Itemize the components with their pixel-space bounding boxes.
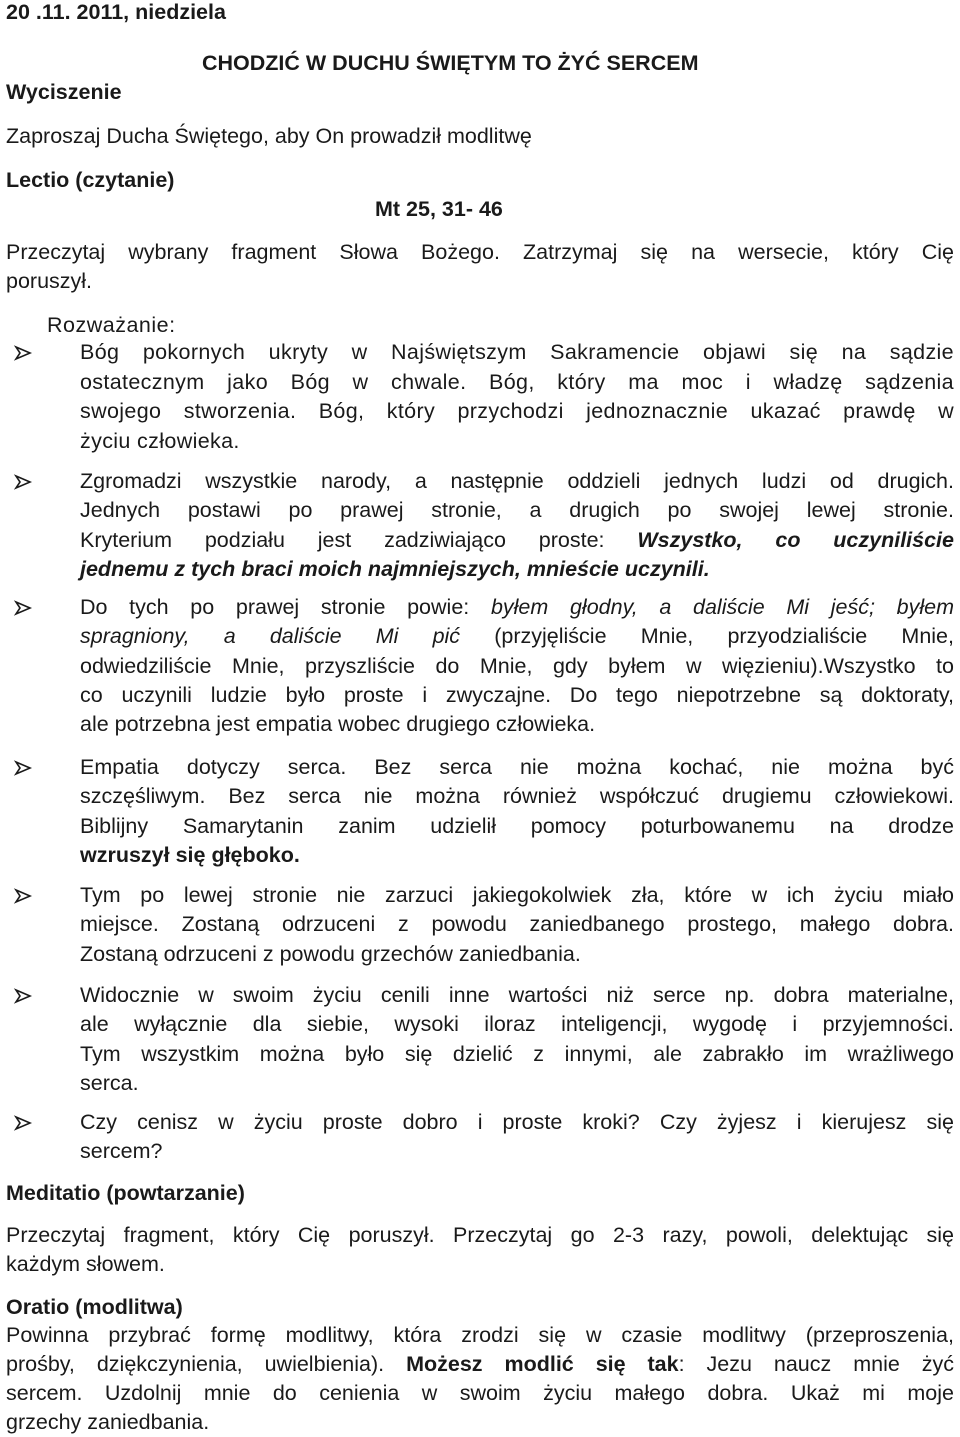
oratio-line-3: sercem. Uzdolnij mnie do cenienia w swoim życiu małego dobra. Ukaż mi moje xyxy=(6,1381,954,1405)
section-heading-wyciszenie: Wyciszenie xyxy=(6,80,122,104)
oratio-emphasis: Możesz modlić się tak xyxy=(406,1352,679,1376)
bullet-3-line xyxy=(80,593,954,622)
oratio-text: prośby, dziękczynienia, uwielbienia). xyxy=(6,1352,407,1376)
arrowhead-bullet-icon xyxy=(12,467,34,497)
bullet-5-line: Tym po lewej stronie nie zarzuci jakiegokolwiek zła, które w ich życiu miało xyxy=(80,883,954,907)
bullet-7-line: sercem? xyxy=(80,1139,163,1164)
bullet-7-line: Czy cenisz w życiu proste dobro i proste kroki? Czy żyjesz i kierujesz się xyxy=(80,1110,954,1134)
bullet-2-line xyxy=(80,526,954,555)
meditatio-line-2: każdym słowem. xyxy=(6,1252,165,1276)
section-heading-lectio: Lectio (czytanie) xyxy=(6,168,175,192)
bullet-2-emphasis: Wszystko, co uczyniliście xyxy=(637,527,954,552)
arrowhead-bullet-icon xyxy=(12,881,34,911)
bullet-4-line: Empatia dotyczy serca. Bez serca nie można kochać, nie można być xyxy=(80,755,954,779)
bullet-2-text: Kryterium podziału jest zadziwiająco proste: xyxy=(80,527,638,552)
bullet-6-line: serca. xyxy=(80,1070,139,1095)
bullet-5-line: miejsce. Zostaną odrzuceni z powodu zaniedbanego prostego, małego dobra. xyxy=(80,912,954,937)
bullet-3-text: (przyjęliście Mnie, przyodzialiście Mnie, xyxy=(460,624,954,649)
bullet-5-line: Zostaną odrzuceni z powodu grzechów zaniedbania. xyxy=(80,941,581,966)
oratio-text: : Jezu naucz mnie żyć xyxy=(678,1352,954,1376)
lectio-instruction-line-2: poruszył. xyxy=(6,269,93,293)
arrowhead-bullet-icon xyxy=(12,338,34,368)
section-heading-oratio: Oratio (modlitwa) xyxy=(6,1295,183,1319)
date-line: 20 .11. 2011, niedziela xyxy=(6,0,226,24)
bullet-2-line: Zgromadzi wszystkie narody, a następnie oddzieli jednych ludzi od drugich. xyxy=(80,469,954,493)
page-title: CHODZIĆ W DUCHU ŚWIĘTYM TO ŻYĆ SERCEM xyxy=(202,51,699,75)
bullet-4-line: szczęśliwym. Bez serca nie można również współczuć drugiemu człowiekowi. xyxy=(80,784,954,809)
bullet-4-line: Biblijny Samarytanin zanim udzielił pomocy poturbowanemu na drodze xyxy=(80,813,954,838)
bullet-3-line xyxy=(80,622,954,651)
meditatio-line-1: Przeczytaj fragment, który Cię poruszył. Przeczytaj go 2-3 razy, powoli, delektując się xyxy=(6,1223,954,1247)
scripture-reference: Mt 25, 31- 46 xyxy=(375,197,503,221)
arrowhead-bullet-icon xyxy=(12,593,34,623)
bullet-6-line: Widocznie w swoim życiu cenili inne wartości niż serce np. dobra materialne, xyxy=(80,983,954,1007)
bullet-1-line: życiu człowieka. xyxy=(80,428,240,453)
arrowhead-bullet-icon xyxy=(12,1108,34,1138)
oratio-line-1: Powinna przybrać formę modlitwy, która zrodzi się w czasie modlitwy (przeproszenia, xyxy=(6,1323,954,1347)
bullet-1-line: Bóg pokornych ukryty w Najświętszym Sakramencie objawi się na sądzie xyxy=(80,340,954,364)
bullet-1-line: swojego stworzenia. Bóg, który przychodzi jednoznacznie ukazać prawdę w xyxy=(80,399,954,423)
bullet-3-line: co uczynili ludzie było proste i zwyczajne. Do tego niepotrzebne są doktoraty, xyxy=(80,682,954,707)
invitation-line: Zaproszaj Ducha Świętego, aby On prowadził modlitwę xyxy=(6,124,532,148)
section-heading-meditatio: Meditatio (powtarzanie) xyxy=(6,1181,245,1205)
bullet-3-text: Do tych po prawej stronie powie: xyxy=(80,595,491,619)
bullet-2-line: Jednych postawi po prawej stronie, a drugich po swojej lewej stronie. xyxy=(80,498,954,523)
arrowhead-bullet-icon xyxy=(12,981,34,1011)
bullet-3-line: ale potrzebna jest empatia wobec drugiego człowieka. xyxy=(80,712,596,737)
section-heading-rozwazanie: Rozważanie: xyxy=(47,313,176,337)
bullet-3-line: odwiedziliście Mnie, przyszliście do Mnie, gdy byłem w więzieniu).Wszystko to xyxy=(80,653,954,678)
bullet-2-emphasis-line: jednemu z tych braci moich najmniejszych, mnieście uczynili. xyxy=(80,556,710,581)
oratio-line-4: grzechy zaniedbania. xyxy=(6,1410,210,1434)
bullet-3-quote: spragniony, a daliście Mi pić xyxy=(80,624,461,649)
lectio-instruction-line-1: Przeczytaj wybrany fragment Słowa Bożego. Zatrzymaj się na wersecie, który Cię xyxy=(6,240,954,264)
bullet-6-line: ale wyłącznie dla siebie, wysoki iloraz inteligencji, wygodę i przyjemności. xyxy=(80,1012,954,1037)
bullet-3-quote: byłem głodny, a daliście Mi jeść; byłem xyxy=(490,595,955,619)
bullet-1-line: ostatecznym jako Bóg w chwale. Bóg, który ma moc i władzę sądzenia xyxy=(80,369,954,394)
bullet-4-emphasis-line: wzruszył się głęboko. xyxy=(80,842,300,867)
arrowhead-bullet-icon xyxy=(12,753,34,783)
oratio-line-2 xyxy=(6,1349,954,1379)
bullet-6-line: Tym wszystkim można było się dzielić z innymi, ale zabrakło im wrażliwego xyxy=(80,1041,954,1066)
